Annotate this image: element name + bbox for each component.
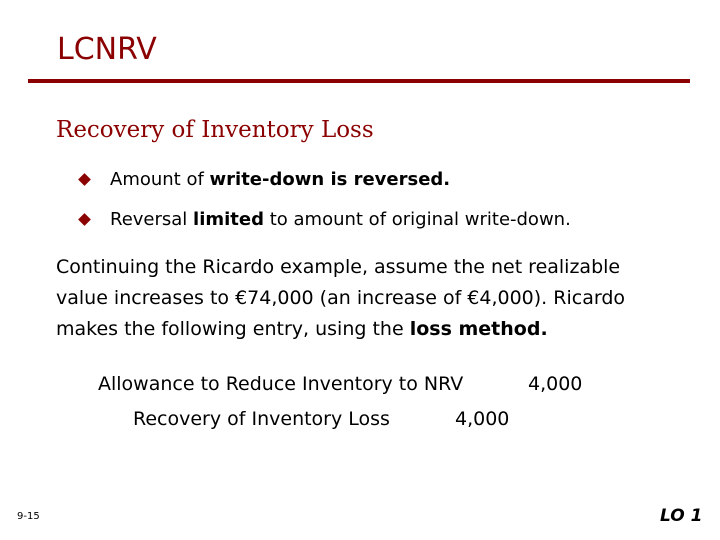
slide-number: 9-15: [17, 511, 40, 522]
bullet-item-reversal-limited: [78, 204, 571, 234]
bullet-list: [78, 164, 571, 244]
paragraph-bold-term: loss method: [409, 318, 541, 340]
diamond-bullet-icon: [78, 173, 91, 186]
paragraph-end-punctuation: .: [540, 318, 548, 340]
section-heading: Recovery of Inventory Loss: [56, 117, 374, 143]
bullet-text-plain: Amount of: [110, 168, 210, 190]
bullet-item-write-down-reversed: [78, 164, 571, 194]
bullet-text-plain: Reversal: [110, 208, 194, 230]
bullet-text: [110, 209, 571, 230]
slide-title: LCNRV: [57, 32, 157, 67]
bullet-text-bold: write-down is reversed.: [209, 168, 451, 190]
bullet-text-bold: limited: [193, 208, 264, 230]
journal-credit-account: Recovery of Inventory Loss: [133, 408, 390, 430]
journal-debit-amount: 4,000: [528, 373, 583, 395]
journal-credit-amount: 4,000: [455, 408, 510, 430]
journal-debit-account: Allowance to Reduce Inventory to NRV: [98, 373, 464, 395]
bullet-text-plain-end: to amount of original write-down.: [264, 208, 571, 230]
paragraph-text: Continuing the Ricardo example, assume the net realizable value increases to €74,000 (an increase of €4,000). Ricardo makes the following entry, using the: [56, 256, 625, 340]
title-divider: [28, 79, 690, 83]
learning-objective-badge: LO 1: [660, 506, 703, 526]
diamond-bullet-icon: [78, 213, 91, 226]
example-paragraph: [56, 252, 671, 345]
bullet-text: [110, 169, 450, 190]
